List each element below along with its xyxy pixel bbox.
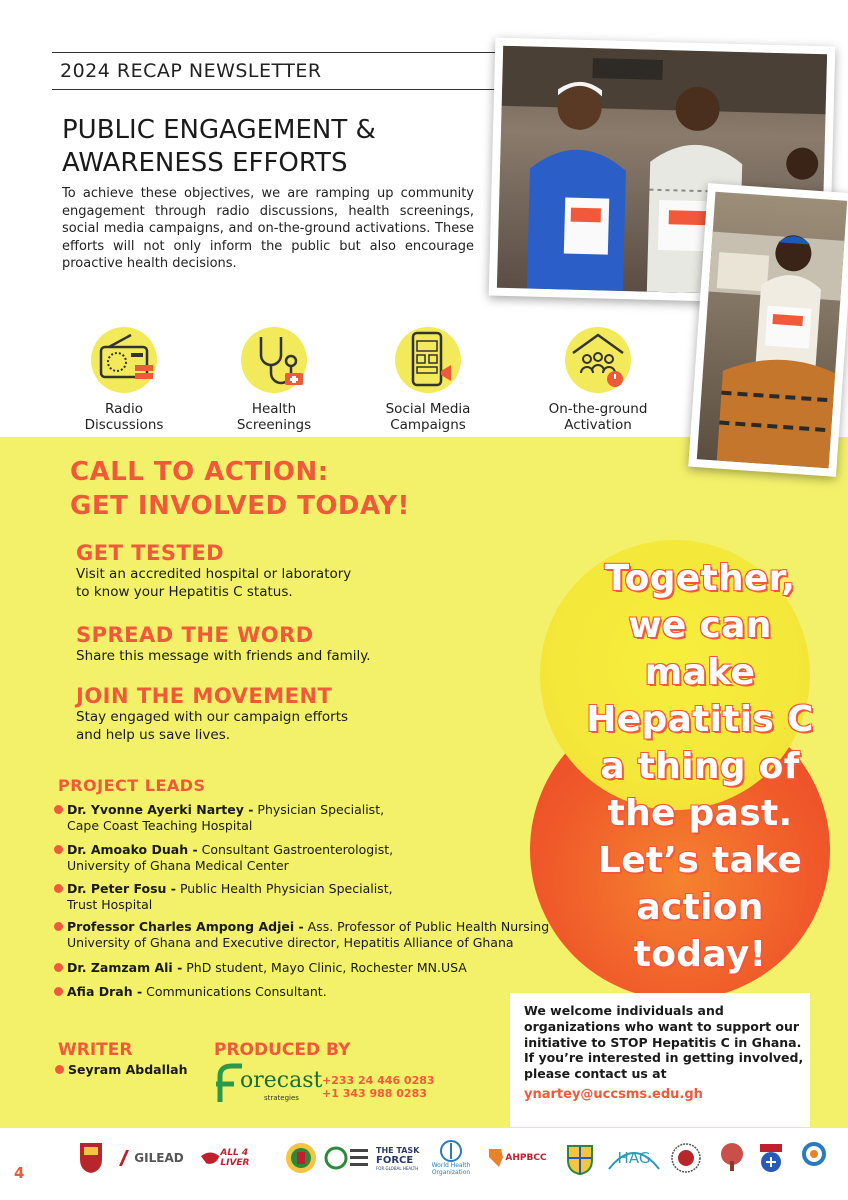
- step-body-line-1: Share this message with friends and family.: [76, 648, 371, 664]
- hag-logo: [604, 1138, 664, 1178]
- cta-heading-line-2: GET INVOLVED TODAY!: [70, 491, 410, 521]
- who-line-2: Organization: [431, 1169, 471, 1176]
- newsletter-title: 2024 RECAP NEWSLETTER: [60, 60, 322, 82]
- step-title: GET TESTED: [76, 541, 225, 565]
- lead-name: Dr. Yvonne Ayerki Nartey -: [67, 802, 254, 817]
- ahpbcc-logo: [484, 1138, 550, 1178]
- activity-label-1: On-the-ground: [548, 401, 648, 417]
- slogan-line: a thing of: [600, 746, 800, 787]
- lead-role: Communications Consultant.: [142, 984, 327, 999]
- global-hepatitis-elimination-logo: [322, 1138, 372, 1178]
- ucc-crest-logo: [76, 1138, 106, 1178]
- slogan-line: we can: [628, 605, 772, 646]
- liver-icon: [200, 1150, 220, 1166]
- activity-health: [204, 327, 344, 433]
- activity-label-2: Campaigns: [390, 417, 466, 433]
- page-number: 4: [14, 1164, 25, 1182]
- lead-name: Dr. Peter Fosu -: [67, 881, 176, 896]
- writer-name: [68, 1062, 188, 1077]
- radio-icon: [91, 327, 157, 393]
- africa-map-icon: [487, 1147, 505, 1169]
- ministry-crest-logo: [754, 1138, 788, 1178]
- lead-item: [67, 802, 384, 833]
- activity-ground: [528, 327, 668, 433]
- step-title: SPREAD THE WORD: [76, 623, 314, 647]
- ahpbcc-wordmark: AHPBCC: [505, 1153, 547, 1163]
- activity-label-1: Health: [251, 401, 297, 417]
- cta-step-get-tested: [76, 541, 351, 601]
- lead-affiliation: University of Ghana Medical Center: [67, 857, 289, 873]
- who-line-1: World Health: [431, 1162, 471, 1169]
- bullet-dot: [54, 963, 63, 972]
- lead-name: Dr. Amoako Duah -: [67, 842, 198, 857]
- section-title-line-2: AWARENESS EFFORTS: [62, 148, 348, 178]
- lead-affiliation: University of Ghana and Executive director, Hepatitis Alliance of Ghana: [67, 934, 514, 950]
- tree-emblem-logo: [714, 1138, 750, 1178]
- who-emblem-icon: [440, 1140, 462, 1162]
- contact-text: We welcome individuals and organizations who want to support our initiative to STOP Hepatitis C in Ghana. If you’re interested in getting involved, please contact us at: [524, 1003, 804, 1082]
- hag-wordmark: HAG: [617, 1149, 651, 1167]
- producer-phones: [322, 1074, 435, 1100]
- lead-role: Consultant Gastroenterologist,: [197, 842, 394, 857]
- activity-label-2: Discussions: [84, 417, 164, 433]
- gilead-mark-icon: [116, 1148, 132, 1168]
- section-title-line-1: PUBLIC ENGAGEMENT &: [62, 115, 376, 145]
- step-body-line-2: to know your Hepatitis C status.: [76, 584, 293, 600]
- activity-label-2: Activation: [564, 417, 632, 433]
- task-force-logo: [376, 1138, 428, 1178]
- task-force-line-3: FOR GLOBAL HEALTH: [376, 1165, 419, 1171]
- community-icon: [565, 327, 631, 393]
- lead-affiliation: Cape Coast Teaching Hospital: [67, 817, 253, 833]
- lead-item: [67, 919, 549, 950]
- medical-school-crest-logo: [668, 1138, 704, 1178]
- ghana-health-crest-logo: [284, 1138, 318, 1178]
- lead-role: Public Health Physician Specialist,: [175, 881, 393, 896]
- bullet-dot: [55, 1065, 64, 1074]
- bullet-dot: [54, 805, 63, 814]
- slogan-line: make: [644, 652, 756, 693]
- slogan-line: Let’s take: [597, 840, 803, 881]
- forecast-tagline: strategies: [264, 1094, 299, 1102]
- forecast-wordmark: orecast: [240, 1068, 323, 1093]
- bullet-dot: [54, 987, 63, 996]
- ghana-coat-of-arms-logo: [560, 1138, 600, 1178]
- cta-heading-line-1: CALL TO ACTION:: [70, 457, 329, 487]
- all4liver-logo: [200, 1138, 276, 1178]
- project-leads-title: PROJECT LEADS: [58, 776, 206, 795]
- stethoscope-icon: [241, 327, 307, 393]
- lead-name: Dr. Zamzam Ali -: [67, 960, 183, 975]
- lead-name: Afia Drah -: [67, 984, 143, 999]
- slogan-line: today!: [633, 934, 767, 975]
- gilead-wordmark: GILEAD: [134, 1151, 184, 1165]
- step-title: JOIN THE MOVEMENT: [76, 684, 333, 708]
- slogan-line: action: [636, 887, 764, 928]
- smartphone-icon: [395, 327, 461, 393]
- writer-title: WRITER: [58, 1040, 133, 1060]
- activity-radio: [54, 327, 194, 433]
- phone-number: +233 24 446 0283: [322, 1074, 435, 1087]
- cta-heading: [70, 455, 410, 523]
- activity-label-1: Social Media: [385, 401, 471, 417]
- activity-social: [358, 327, 498, 433]
- step-body-line-1: Stay engaged with our campaign efforts: [76, 709, 349, 725]
- partner-swirl-logo: [794, 1138, 834, 1178]
- lead-item: [67, 984, 327, 1000]
- activity-label-1: Radio: [105, 401, 143, 417]
- produced-by-title: PRODUCED BY: [214, 1040, 351, 1060]
- writer-name-text: Seyram Abdallah: [68, 1062, 188, 1077]
- cta-step-spread-word: [76, 623, 371, 665]
- bullet-dot: [54, 884, 63, 893]
- gilead-logo: [114, 1138, 186, 1178]
- cta-step-join-movement: [76, 684, 348, 744]
- lead-role: PhD student, Mayo Clinic, Rochester MN.USA: [182, 960, 467, 975]
- step-body-line-1: Visit an accredited hospital or laboratory: [76, 566, 352, 582]
- forecast-logo: [214, 1062, 323, 1106]
- task-force-line-2: FORCE: [376, 1154, 414, 1166]
- slogan: [560, 555, 840, 978]
- activity-label-2: Screenings: [236, 417, 312, 433]
- who-logo: [426, 1138, 476, 1178]
- slogan-line: the past.: [607, 793, 793, 834]
- slogan-line: Hepatitis C: [586, 699, 814, 740]
- lead-item: [67, 842, 393, 873]
- contact-email[interactable]: ynartey@uccsms.edu.gh: [524, 1087, 703, 1102]
- lead-item: [67, 881, 393, 912]
- lead-affiliation: Trust Hospital: [67, 896, 153, 912]
- all4liver-wordmark: ALL 4 LIVER: [220, 1148, 250, 1168]
- intro-paragraph: To achieve these objectives, we are ramping up community engagement through radio discussions, health screenings, social media campaigns, and on-the-ground activations. These efforts will not only inform the public but also encourage proactive health decisions.: [62, 186, 474, 271]
- lead-role: Physician Specialist,: [253, 802, 385, 817]
- task-force-line-1: THE TASK: [376, 1145, 420, 1155]
- lead-name: Professor Charles Ampong Adjei -: [67, 919, 304, 934]
- slogan-line: Together,: [604, 558, 796, 599]
- lead-item: [67, 960, 467, 976]
- phone-number: +1 343 988 0283: [322, 1087, 427, 1100]
- bullet-dot: [54, 845, 63, 854]
- photo-outreach-woman: [688, 183, 848, 477]
- lead-role: Ass. Professor of Public Health Nursing: [303, 919, 550, 934]
- section-title: [62, 114, 376, 180]
- bullet-dot: [54, 922, 63, 931]
- step-body-line-2: and help us save lives.: [76, 727, 231, 743]
